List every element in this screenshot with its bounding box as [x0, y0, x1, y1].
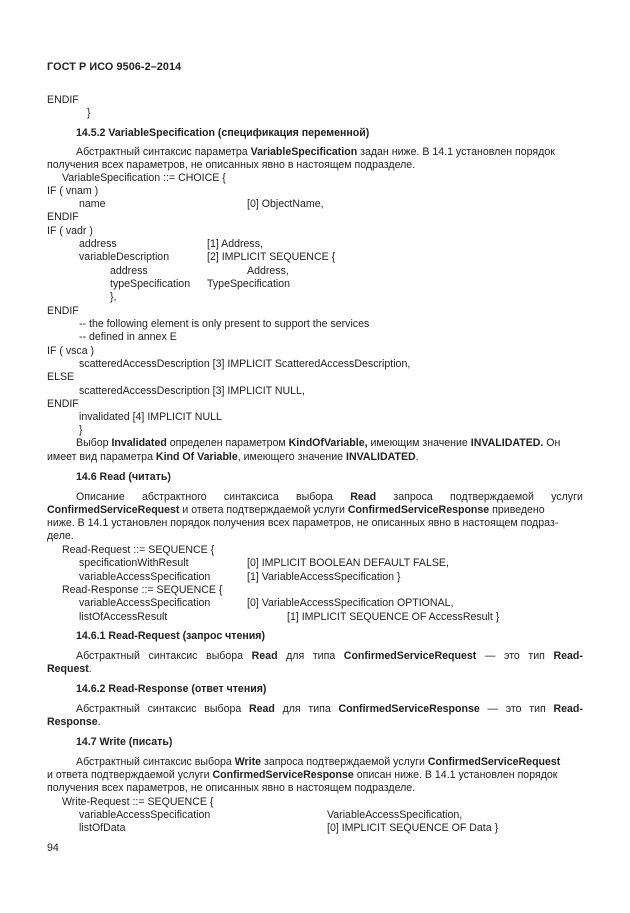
code-line: [0] VariableAccessSpecification OPTIONAL,: [247, 597, 454, 609]
code-line: listOfData: [79, 822, 126, 834]
paragraph-line: ConfirmedServiceRequest и ответа подтверждаемой услуги ConfirmedServiceResponse приведено: [47, 504, 545, 516]
section-heading-14-5-2: 14.5.2 VariableSpecification (спецификация переменной): [76, 127, 370, 139]
paragraph-line: Описание абстрактного синтаксиса выбора Read запроса подтверждаемой услуги: [76, 491, 583, 503]
code-line: IF ( vsca ): [47, 345, 95, 357]
paragraph-line: Абстрактный синтаксис выбора Read для типа ConfirmedServiceResponse — это тип Read-: [76, 703, 583, 715]
section-heading-14-6-2: 14.6.2 Read-Response (ответ чтения): [76, 683, 267, 695]
paragraph-line: Выбор Invalidated определен параметром KindOfVariable, имеющим значение INVALIDATED. Он: [76, 437, 561, 449]
code-line: IF ( vnam ): [47, 185, 99, 197]
section-heading-14-7: 14.7 Write (писать): [76, 736, 173, 748]
paragraph-line: получения всех параметров, не описанных явно в настоящем подразделе.: [47, 782, 416, 794]
code-line: -- defined in annex E: [79, 331, 177, 343]
code-line: address: [110, 265, 148, 277]
code-line: variableAccessSpecification: [79, 597, 211, 609]
code-line: TypeSpecification: [207, 278, 291, 290]
code-line: ENDIF: [47, 398, 79, 410]
code-line: Write-Request ::= SEQUENCE {: [62, 796, 214, 808]
code-line: Read-Request ::= SEQUENCE {: [62, 544, 215, 556]
code-line: -- the following element is only present to support the services: [79, 318, 370, 330]
code-line: [1] VariableAccessSpecification }: [247, 571, 401, 583]
paragraph-line: деле.: [47, 530, 74, 542]
code-line: ELSE: [47, 371, 75, 383]
code-line: variableAccessSpecification: [79, 809, 211, 821]
code-line: name: [79, 198, 106, 210]
code-line: Address,: [247, 265, 289, 277]
paragraph-line: имеет вид параметра Kind Of Variable, имеющего значение INVALIDATED.: [47, 451, 419, 463]
page-header: ГОСТ Р ИСО 9506-2–2014: [47, 61, 182, 73]
code-line: [1] IMPLICIT SEQUENCE OF AccessResult }: [287, 611, 500, 623]
code-line: }: [87, 107, 91, 119]
code-line: typeSpecification: [110, 278, 191, 290]
code-line: scatteredAccessDescription [3] IMPLICIT ScatteredAccessDescription,: [79, 358, 411, 370]
code-line: IF ( vadr ): [47, 225, 93, 237]
paragraph-line: Response.: [47, 716, 101, 728]
paragraph-line: Request.: [47, 663, 92, 675]
code-line: Read-Response ::= SEQUENCE {: [62, 584, 223, 596]
section-heading-14-6: 14.6 Read (читать): [76, 471, 171, 483]
code-line: invalidated [4] IMPLICIT NULL: [79, 411, 222, 423]
code-line: ENDIF: [47, 211, 79, 223]
code-line: [0] IMPLICIT SEQUENCE OF Data }: [327, 822, 499, 834]
page-number: 94: [47, 842, 59, 854]
code-line: [0] ObjectName,: [247, 198, 324, 210]
code-line: scatteredAccessDescription [3] IMPLICIT NULL,: [79, 385, 305, 397]
paragraph-line: Абстрактный синтаксис выбора Write запроса подтверждаемой услуги ConfirmedServiceRequest: [76, 756, 561, 768]
paragraph-line: ниже. В 14.1 установлен порядок получения всех параметров, не описанных явно в настоящем подраз-: [47, 517, 559, 529]
paragraph-line: и ответа подтверждаемой услуги ConfirmedServiceResponse описан ниже. В 14.1 установлен порядок: [47, 769, 558, 781]
code-line: }: [79, 424, 83, 436]
code-line: VariableSpecification ::= CHOICE {: [62, 172, 226, 184]
code-line: variableDescription: [79, 251, 170, 263]
code-line: address: [79, 238, 117, 250]
code-line: VariableAccessSpecification,: [327, 809, 463, 821]
code-line: [0] IMPLICIT BOOLEAN DEFAULT FALSE,: [247, 557, 449, 569]
code-line: ENDIF: [47, 94, 79, 106]
code-line: [2] IMPLICIT SEQUENCE {: [207, 251, 336, 263]
code-line: listOfAccessResult: [79, 611, 168, 623]
code-line: },: [110, 291, 117, 303]
code-line: variableAccessSpecification: [79, 571, 211, 583]
paragraph-line: Абстрактный синтаксис параметра VariableSpecification задан ниже. В 14.1 установлен порядок: [76, 146, 555, 158]
section-heading-14-6-1: 14.6.1 Read-Request (запрос чтения): [76, 630, 266, 642]
code-line: [1] Address,: [207, 238, 263, 250]
paragraph-line: получения всех параметров, не описанных явно в настоящем подразделе.: [47, 159, 416, 171]
code-line: specificationWithResult: [79, 557, 189, 569]
code-line: ENDIF: [47, 305, 79, 317]
paragraph-line: Абстрактный синтаксис выбора Read для типа ConfirmedServiceRequest — это тип Read-: [76, 650, 583, 662]
